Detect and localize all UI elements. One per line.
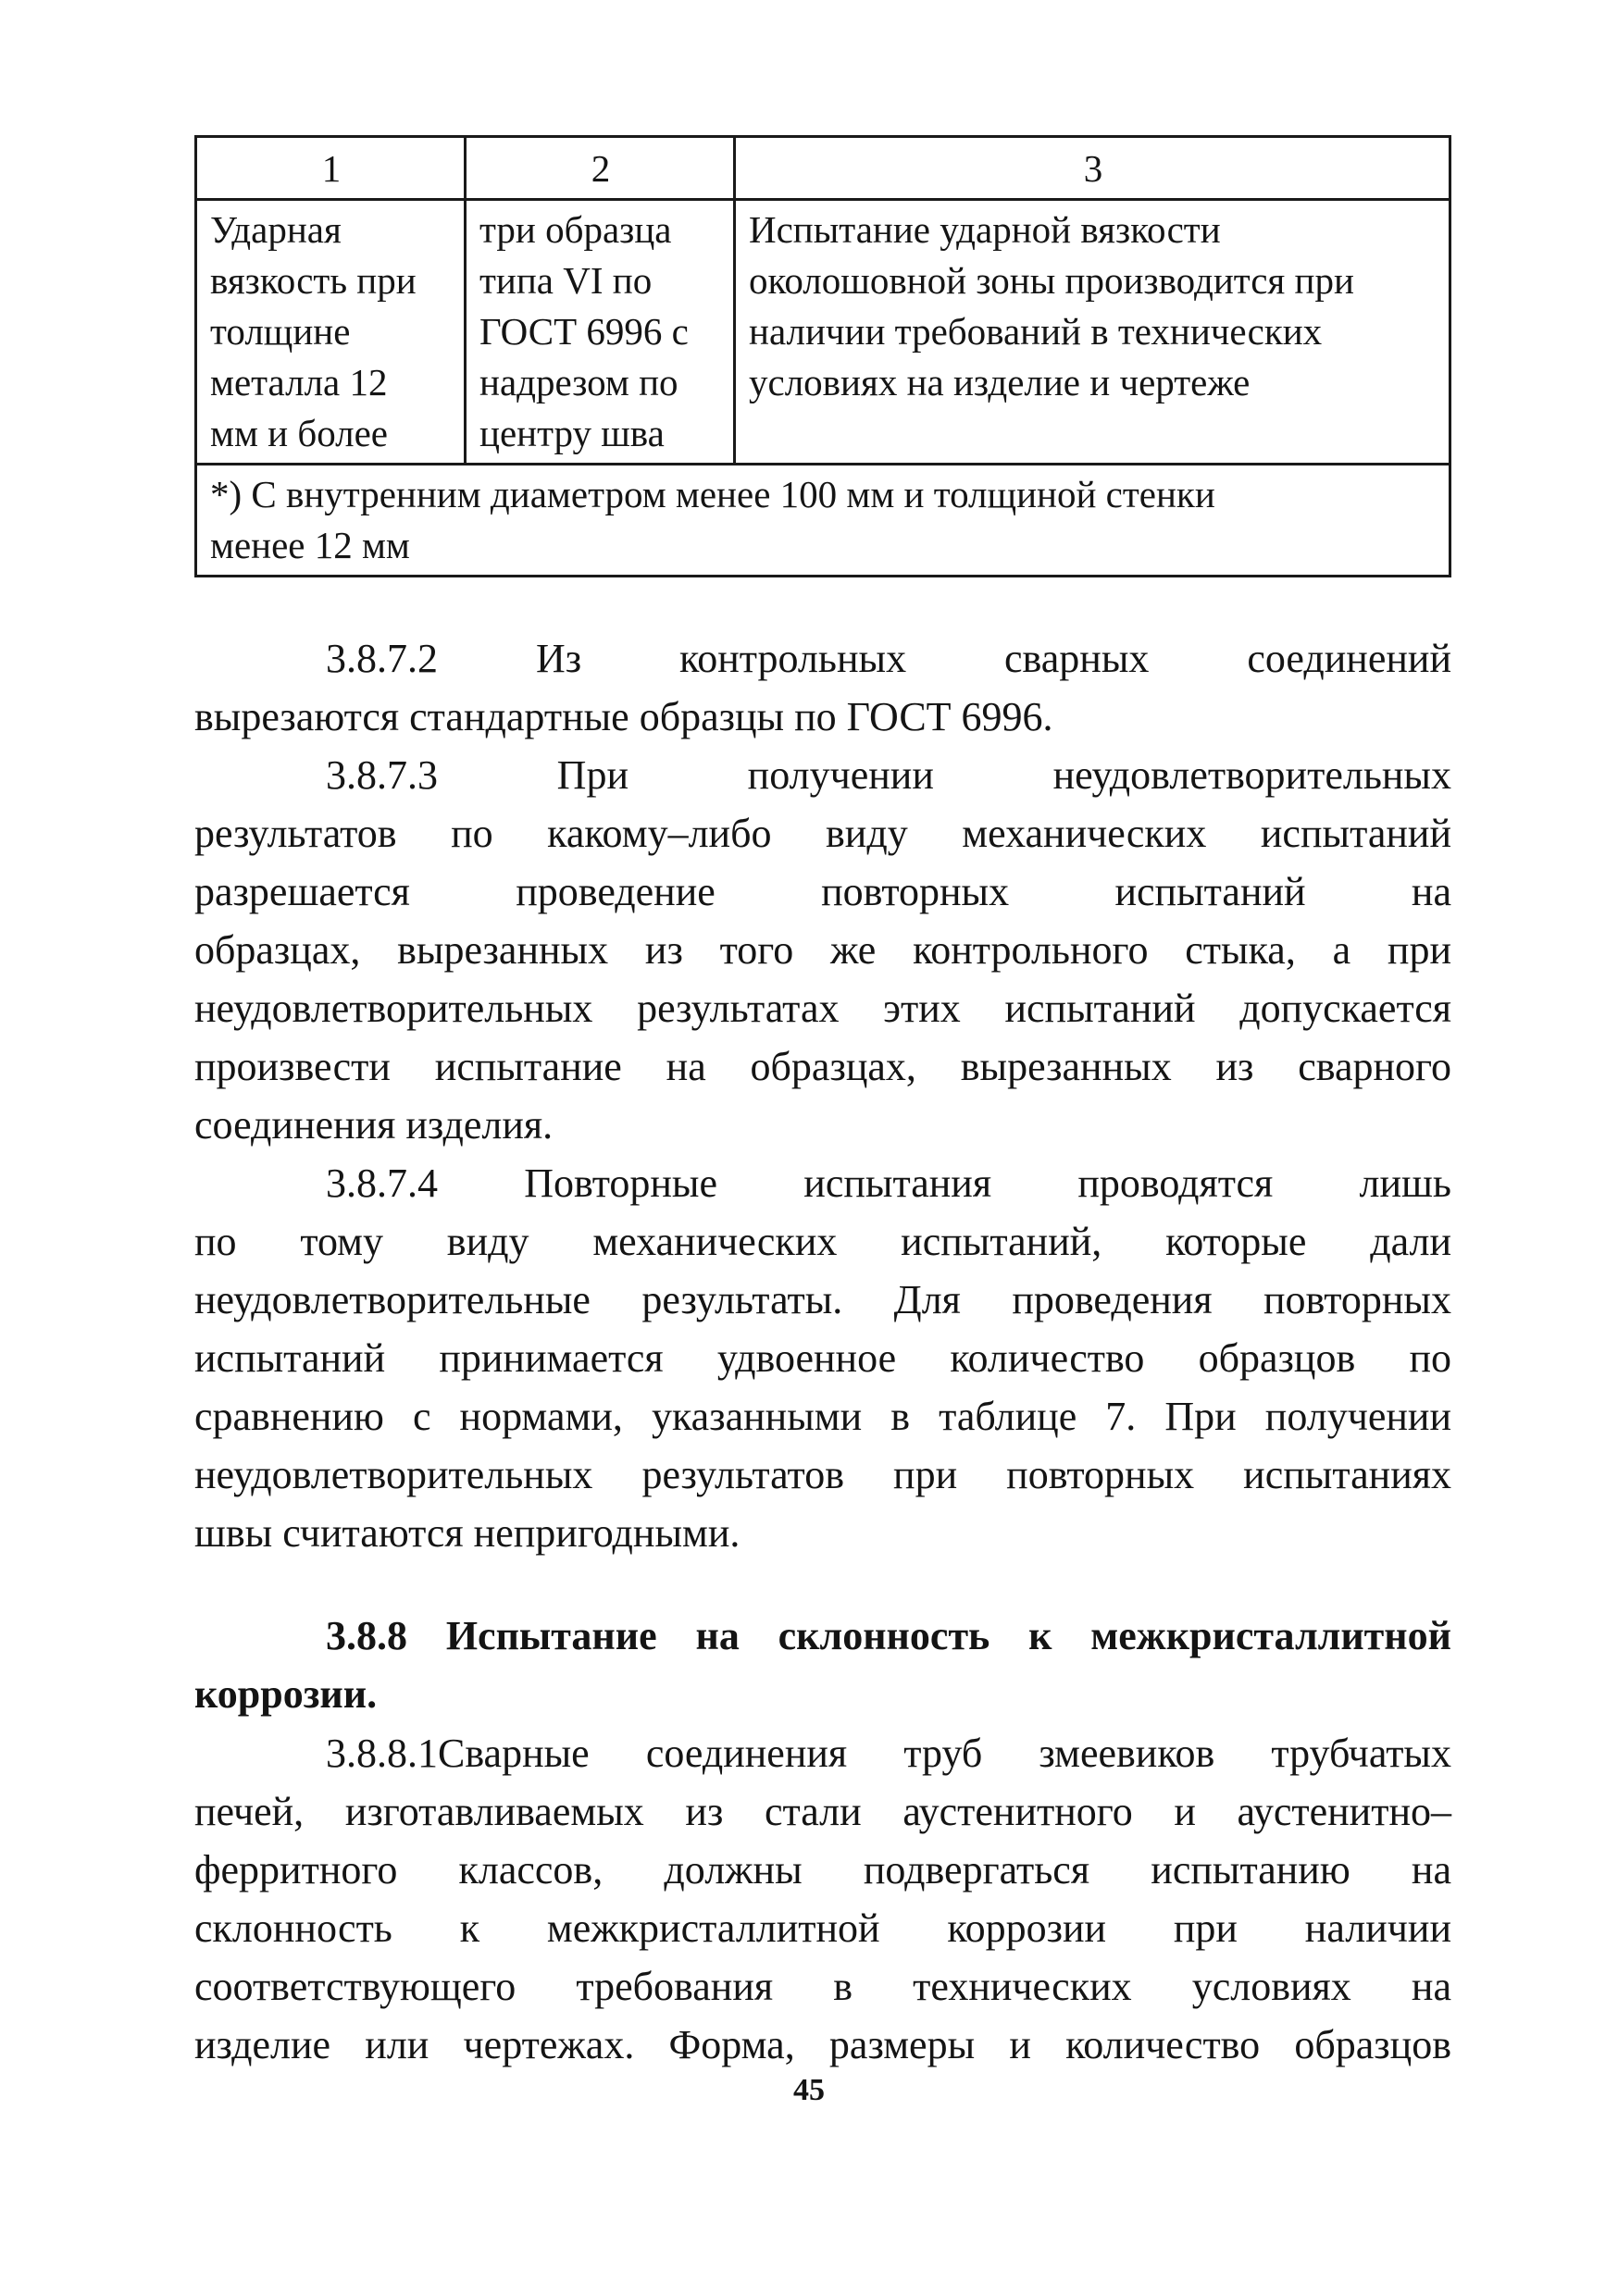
footnote-line: менее 12 мм	[210, 524, 410, 566]
paragraph-3-8-8-1	[194, 1724, 1451, 2074]
cell-text-line: Испытание ударной вязкости	[749, 208, 1221, 251]
table-cell-samples	[466, 200, 735, 465]
text-line: печей, изготавливаемых из стали аустенитного и аустенитно–	[194, 1789, 1451, 1834]
text-line: испытаний принимается удвоенное количество образцов по	[194, 1335, 1451, 1381]
cell-text-line: Ударная	[210, 208, 342, 251]
page-number: 45	[793, 2073, 825, 2107]
text-line: соединения изделия.	[194, 1102, 554, 1148]
section-heading-3-8-8	[194, 1607, 1451, 1723]
text-line: швы считаются непригодными.	[194, 1510, 741, 1556]
cell-text-line: наличии требований в технических	[749, 310, 1323, 353]
heading-line: 3.8.8 Испытание на склонность к межкристаллитной	[326, 1613, 1451, 1658]
table-header-row	[196, 137, 1450, 200]
text-line: 3.8.7.4 Повторные испытания проводятся лишь	[326, 1160, 1451, 1206]
text-line: соответствующего требования в технических условиях на	[194, 1964, 1451, 2009]
cell-text-line: металла 12	[210, 361, 388, 403]
text-line: образцах, вырезанных из того же контрольного стыка, а при	[194, 927, 1451, 973]
table-header-cell: 2	[466, 137, 735, 200]
cell-text-line: условиях на изделие и чертеже	[749, 361, 1251, 403]
cell-text-line: вязкость при	[210, 259, 417, 302]
text-line: 3.8.7.2 Из контрольных сварных соединений	[326, 636, 1451, 681]
table-header-cell: 3	[735, 137, 1450, 200]
cell-text-line: центру шва	[479, 412, 665, 454]
cell-text-line: типа VI по	[479, 259, 653, 302]
cell-text-line: надрезом по	[479, 361, 678, 403]
text-line: неудовлетворительные результаты. Для проведения повторных	[194, 1277, 1451, 1322]
text-line: произвести испытание на образцах, вырезанных из сварного	[194, 1044, 1451, 1089]
text-line: вырезаются стандартные образцы по ГОСТ 6996.	[194, 694, 1053, 739]
text-line: 3.8.7.3 При получении неудовлетворительных	[326, 752, 1451, 798]
cell-text-line: три образца	[479, 208, 672, 251]
text-line: 3.8.8.1Сварные соединения труб змеевиков трубчатых	[326, 1731, 1451, 1776]
text-line: неудовлетворительных результатов при повторных испытаниях	[194, 1452, 1451, 1497]
table-footnote-row	[196, 465, 1450, 577]
cell-text-line: толщине	[210, 310, 351, 353]
text-line: склонность к межкристаллитной коррозии при наличии	[194, 1905, 1451, 1951]
paragraph-3-8-7-2	[194, 629, 1451, 746]
cell-text-line: околошовной зоны производится при	[749, 259, 1354, 302]
text-line: ферритного классов, должны подвергаться испытанию на	[194, 1847, 1451, 1893]
requirements-table	[194, 135, 1451, 577]
heading-line: коррозии.	[194, 1671, 378, 1717]
text-line: неудовлетворительных результатах этих испытаний допускается	[194, 986, 1451, 1031]
text-line: сравнению с нормами, указанными в таблице 7. При получении	[194, 1394, 1451, 1439]
table-header-cell: 1	[196, 137, 466, 200]
cell-text-line: мм и более	[210, 412, 389, 454]
table-cell-note	[735, 200, 1450, 465]
cell-text-line: ГОСТ 6996 с	[479, 310, 689, 353]
text-line: изделие или чертежах. Форма, размеры и количество образцов	[194, 2022, 1451, 2067]
paragraph-3-8-7-4	[194, 1154, 1451, 1562]
table-row	[196, 200, 1450, 465]
table-cell-parameter	[196, 200, 466, 465]
table-footnote	[196, 465, 1450, 577]
text-line: разрешается проведение повторных испытаний на	[194, 869, 1451, 914]
paragraph-3-8-7-3	[194, 746, 1451, 1154]
text-line: результатов по какому–либо виду механических испытаний	[194, 811, 1451, 856]
text-line: по тому виду механических испытаний, которые дали	[194, 1219, 1451, 1264]
footnote-line: *) С внутренним диаметром менее 100 мм и толщиной стенки	[210, 473, 1215, 515]
